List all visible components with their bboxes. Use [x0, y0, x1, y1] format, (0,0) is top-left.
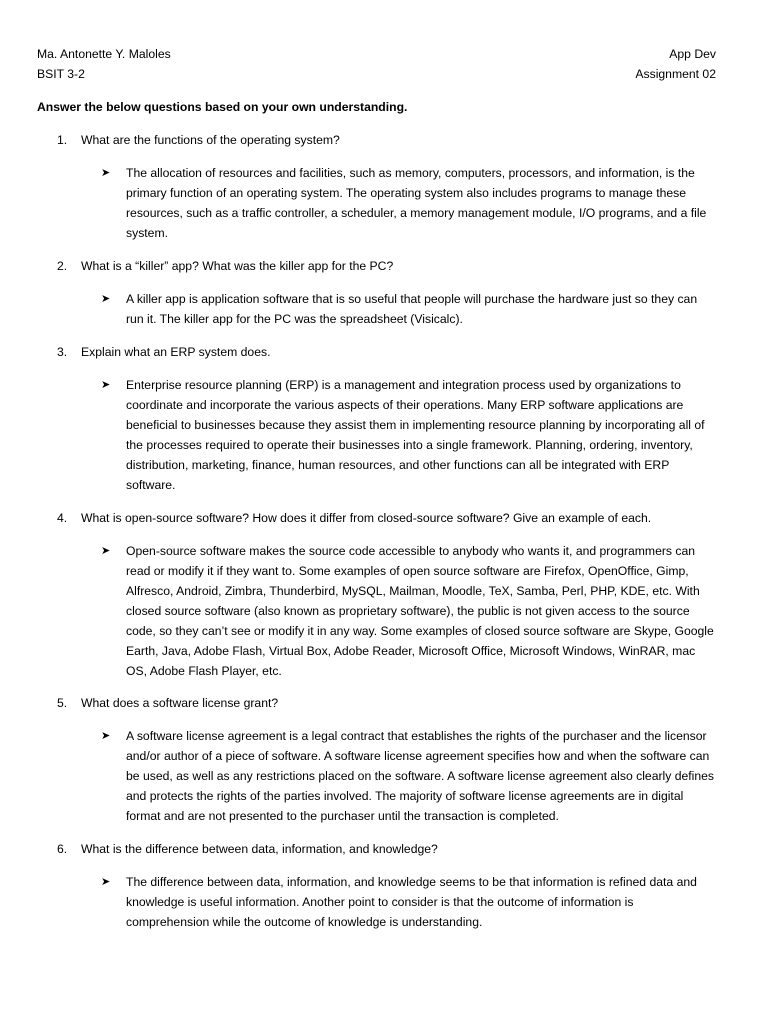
question-text: What is open-source software? How does it differ from closed-source software? Give an example of each. — [81, 511, 652, 525]
question-text: What are the functions of the operating system? — [81, 133, 340, 147]
instructions: Answer the below questions based on your own understanding. — [37, 100, 408, 114]
answer-text: A software license agreement is a legal contract that establishes the rights of the purchaser and the licensor and/or author of a piece of software. A software license agreement specifies how and when the software can be used, as well as any restrictions placed on the software. A software license agreement also clearly defines and protects the rights of the parties involved. The majority of software license agreements are in digital format and are not presented to the purchaser until the transaction is completed. — [126, 729, 715, 823]
answer-text: The difference between data, information, and knowledge seems to be that information is refined data and knowledge is useful information. Another point to consider is that the outcome of information is comprehension while the outcome of knowledge is understanding. — [126, 875, 697, 929]
question-number: 2. — [57, 259, 68, 273]
arrowhead-bullet-icon: ➤ — [101, 167, 111, 179]
question-number: 1. — [57, 133, 68, 147]
student-name: Ma. Antonette Y. Maloles — [37, 47, 171, 61]
student-section: BSIT 3-2 — [37, 67, 85, 81]
answer-text: Open-source software makes the source code accessible to anybody who wants it, and programmers can read or modify it if they want to. Some examples of open source software are Firefox, OpenOffice, Gimp, Alfresco, Android, Zimbra, Thunderbird, MySQL, Mailman, Moodle, TeX, Samba, Perl, PHP, KDE, etc. With closed source software (also known as proprietary software), the public is not given access to the source code, so they can’t see or modify it in any way. Some examples of closed source software are Skype, Google Earth, Java, Adobe Flash, Virtual Box, Adobe Reader, Microsoft Office, Microsoft Windows, WinRAR, mac OS, Adobe Flash Player, etc. — [126, 544, 714, 678]
answer-text: Enterprise resource planning (ERP) is a management and integration process used by organizations to coordinate and incorporate the various aspects of their operations. Many ERP software applications are beneficial to businesses because they assist them in implementing resource planning by incorporating all of the processes required to operate their businesses into a single framework. Planning, ordering, inventory, distribution, marketing, finance, human resources, and other functions can all be integrated with ERP software. — [126, 378, 705, 492]
arrowhead-bullet-icon: ➤ — [101, 293, 111, 305]
question-number: 6. — [57, 842, 68, 856]
question-number: 3. — [57, 345, 68, 359]
arrowhead-bullet-icon: ➤ — [101, 545, 111, 557]
header-row-1 — [37, 45, 716, 63]
question-text: What is the difference between data, information, and knowledge? — [81, 842, 438, 856]
assignment-label: Assignment 02 — [635, 67, 716, 81]
question-number: 4. — [57, 511, 68, 525]
arrowhead-bullet-icon: ➤ — [101, 379, 111, 391]
question-2 — [57, 257, 717, 275]
answer-text: A killer app is application software that is so useful that people will purchase the hardware just so they can run it. The killer app for the PC was the spreadsheet (Visicalc). — [126, 292, 698, 326]
question-text: Explain what an ERP system does. — [81, 345, 271, 359]
header-row-2 — [37, 65, 716, 83]
question-1 — [57, 131, 717, 149]
question-6 — [57, 840, 717, 858]
question-5 — [57, 694, 717, 712]
arrowhead-bullet-icon: ➤ — [101, 876, 111, 888]
answer-text: The allocation of resources and facilities, such as memory, computers, processors, and information, is the primary function of an operating system. The operating system also includes programs to manage these resources, such as a traffic controller, a scheduler, a memory management module, I/O programs, and a file system. — [126, 166, 707, 240]
question-number: 5. — [57, 696, 68, 710]
question-text: What does a software license grant? — [81, 696, 279, 710]
question-3 — [57, 343, 717, 361]
question-text: What is a “killer” app? What was the killer app for the PC? — [81, 259, 394, 273]
arrowhead-bullet-icon: ➤ — [101, 730, 111, 742]
subject-name: App Dev — [669, 47, 716, 61]
question-4 — [57, 509, 717, 527]
